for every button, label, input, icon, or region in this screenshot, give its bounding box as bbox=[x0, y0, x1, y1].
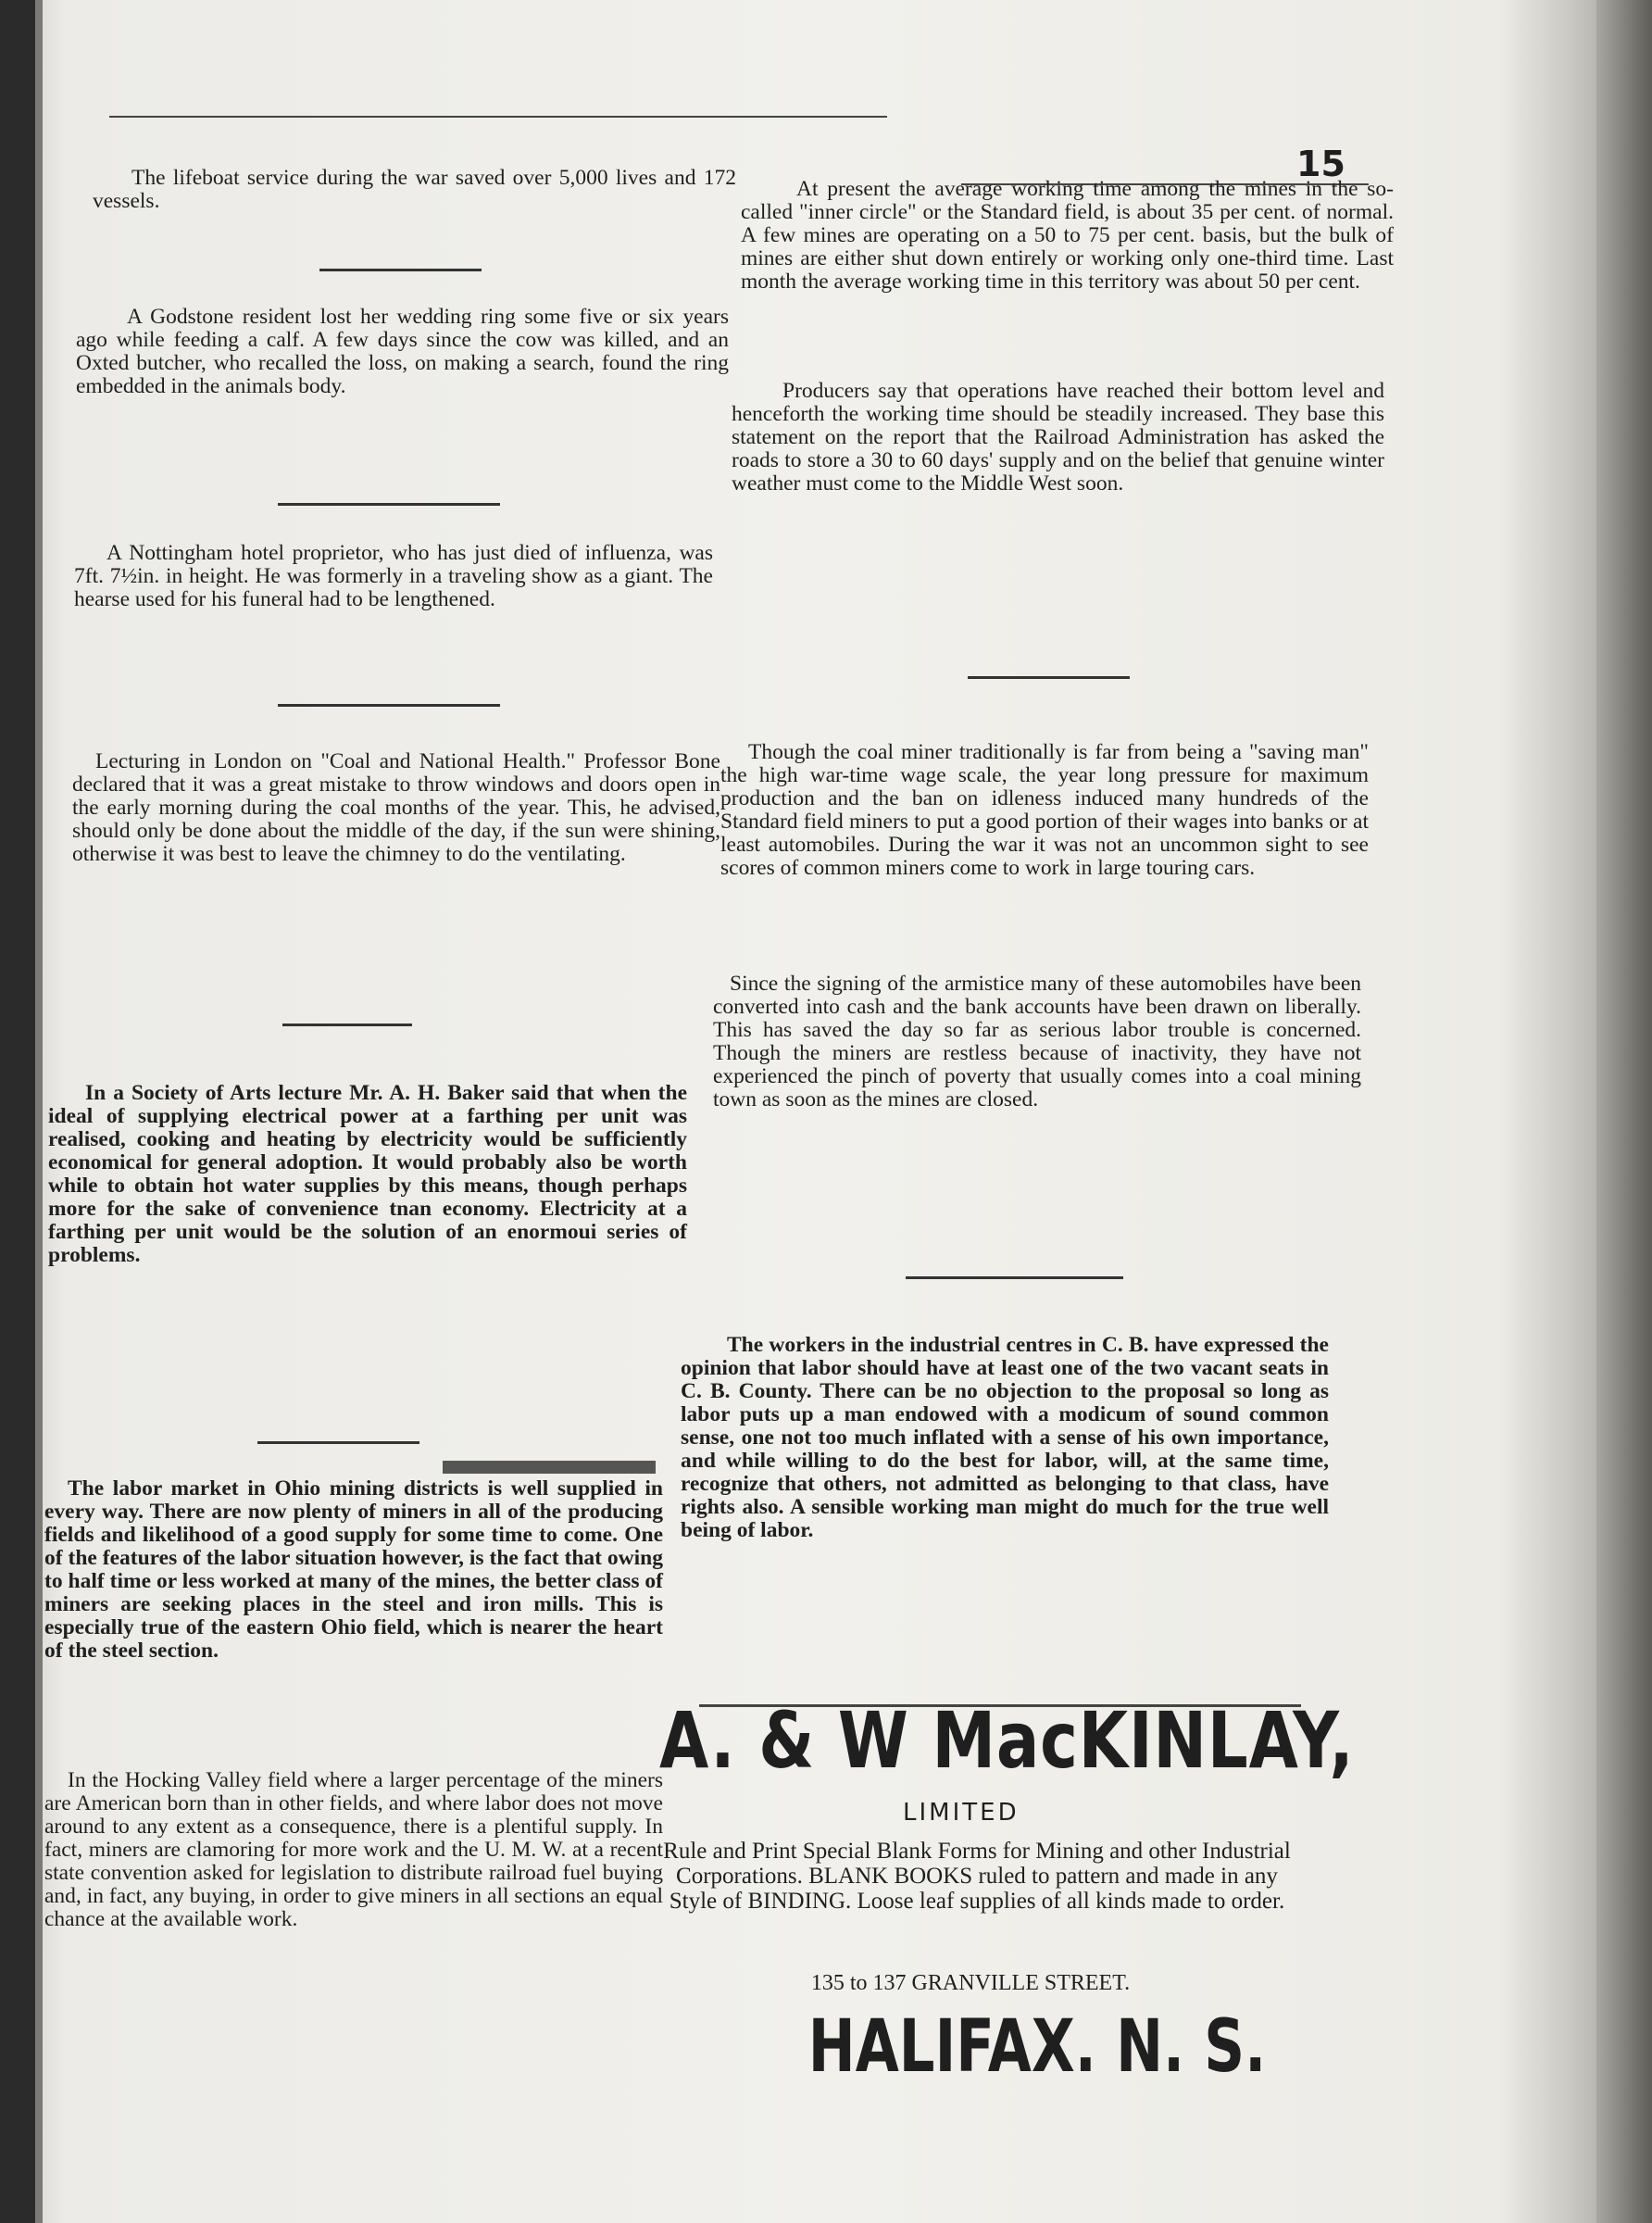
article-armistice: Since the signing of the armistice many of these automobiles have been converted into cash and the bank accounts have been drawn on liberally. This has saved the day so far as serious labor trouble is concerned. Though the miners are restless because of inactivity, they have not experienced the pinch of poverty that usually comes into a coal mining town as soon as the mines are closed. bbox=[713, 972, 1361, 1112]
article-lifeboat: The lifeboat service during the war saved over 5,000 lives and 172 vessels. bbox=[93, 166, 736, 213]
article-working-time: At present the average working time among the mines in the so-called "inner circle" or the Standard field, is about 35 per cent. of normal. A few mines are operating on a 50 to 75 per cent. basis, but the bulk of mines are either shut down entirely or working only one-third time. Last month the average working time in this territory was about 50 per cent. bbox=[741, 177, 1394, 294]
article-saving-man: Though the coal miner traditionally is far from being a "saving man" the high war-time wage scale, the year long pressure for maximum production and the ban on idleness induced many hundreds of the Standard field miners to put a good portion of their wages into banks or at least automobiles. During the war it was not an uncommon sight to see scores of common miners come to work in large touring cars. bbox=[720, 740, 1369, 880]
book-spine bbox=[0, 0, 35, 2223]
ad-body-text: Rule and Print Special Blank Forms for Mining and other Industrial Corporations. BLANK BOOKS ruled to pattern and made in any Style of BINDING. Loose leaf supplies of all kinds made to order. bbox=[663, 1839, 1291, 1914]
separator-rule bbox=[278, 503, 500, 506]
separator-rule bbox=[282, 1024, 412, 1026]
page-number: 15 bbox=[1296, 144, 1345, 184]
ad-street-address: 135 to 137 GRANVILLE STREET. bbox=[810, 1971, 1131, 1995]
separator-rule bbox=[278, 704, 500, 707]
article-godstone: A Godstone resident lost her wedding ring some five or six years ago while feeding a calf. A few days since the cow was killed, and an Oxted butcher, who recalled the loss, on making a search, found the ring embedded in the animals body. bbox=[76, 305, 729, 398]
ad-city: HALIFAX. N. S. bbox=[807, 2005, 1267, 2089]
article-workers-cb: The workers in the industrial centres in C. B. have expressed the opinion that labor should have at least one of the two vacant seats in C. B. County. There can be no objection to the proposal so long as labor puts up a man endowed with a modicum of sound common sense, one not too much inflated with a sense of his own importance, and while willing to do the best for labor, will, at the same time, recognize that others, not admitted as belonging to that class, have rights also. A sensible working man might do much for the true well being of labor. bbox=[681, 1333, 1329, 1542]
header-rule-left bbox=[109, 116, 887, 118]
book-spine-edge bbox=[35, 0, 43, 2223]
article-coal-health: Lecturing in London on "Coal and National Health." Professor Bone declared that it was a great mistake to throw windows and doors open in the early morning during the coal months of the year. This, he advised, should only be done about the middle of the day, if the sun were shining, otherwise it was best to leave the chimney to do the ventilating. bbox=[72, 749, 720, 866]
article-nottingham: A Nottingham hotel proprietor, who has just died of influenza, was 7ft. 7½in. in height. He was formerly in a traveling show as a giant. The hearse used for his funeral had to be lengthened. bbox=[74, 541, 713, 611]
separator-rule bbox=[968, 676, 1130, 679]
article-ohio-labor: The labor market in Ohio mining districts is well supplied in every way. There are now plenty of miners in all of the producing fields and likelihood of a good supply for some time to come. One of the features of the labor situation however, is the fact that owing to half time or less worked at many of the mines, the better class of miners are seeking places in the steel and iron mills. This is especially true of the eastern Ohio field, which is nearer the heart of the steel section. bbox=[44, 1476, 663, 1663]
article-producers: Producers say that operations have reached their bottom level and henceforth the working time should be steadily increased. They base this statement on the report that the Railroad Administration has asked the roads to store a 30 to 60 days' supply and on the belief that genuine winter weather must come to the Middle West soon. bbox=[732, 379, 1384, 496]
separator-rule bbox=[319, 269, 482, 271]
article-society-arts: In a Society of Arts lecture Mr. A. H. Baker said that when the ideal of supplying electrical power at a farthing per unit was realised, cooking and heating by electricity would be sufficiently economical for general adoption. It would probably also be worth while to obtain hot water supplies by this means, though perhaps more for the sake of convenience tnan economy. Electricity at a farthing per unit would be the solution of an enormoui series of problems. bbox=[48, 1081, 687, 1267]
ad-company-name: A. & W MacKINLAY, bbox=[659, 1695, 1355, 1786]
separator-rule bbox=[906, 1276, 1123, 1279]
print-smudge bbox=[443, 1461, 656, 1474]
article-hocking-valley: In the Hocking Valley field where a larger percentage of the miners are American born than in other fields, and where labor does not move around to any extent as a consequence, there is a plentiful supply. In fact, miners are clamoring for more work and the U. M. W. at a recent state convention asked for legislation to distribute railroad fuel buying and, in fact, any buying, in order to give miners in all sections an equal chance at the available work. bbox=[44, 1768, 663, 1931]
separator-rule bbox=[257, 1441, 419, 1444]
ad-limited: LIMITED bbox=[903, 1799, 1020, 1827]
page-edge-right bbox=[1596, 0, 1652, 2223]
